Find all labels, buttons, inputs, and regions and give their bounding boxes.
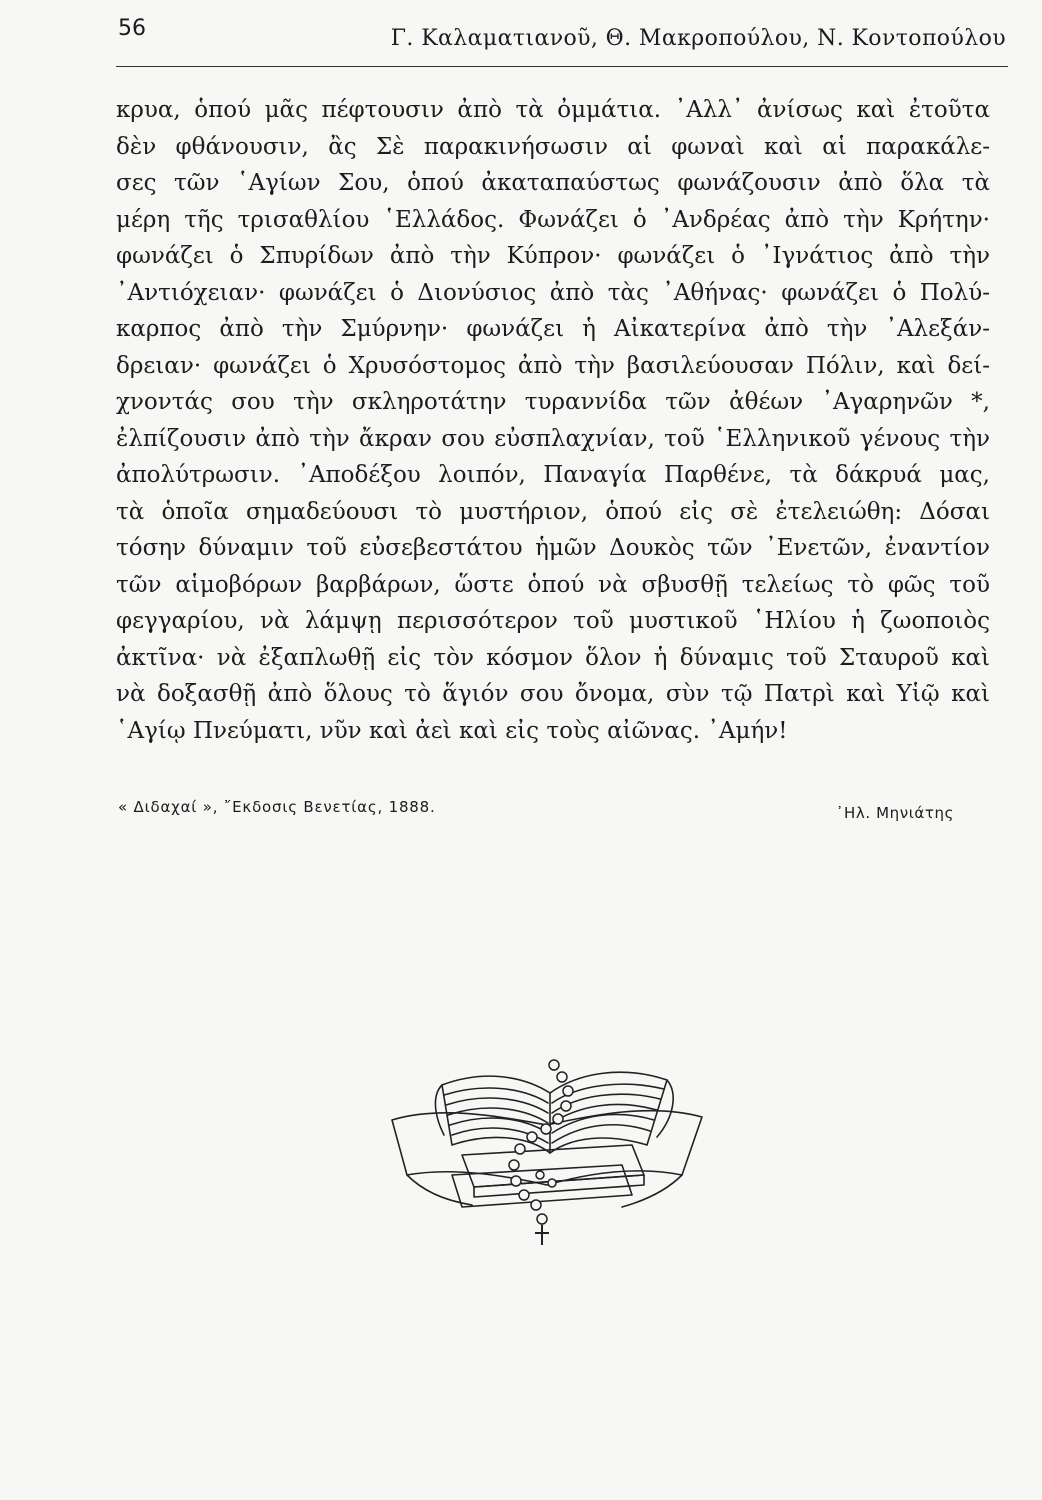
text-line: τόσην δύναμιν τοῦ εὐσεβεστάτου ἡμῶν Δουκὸς τῶν ᾽Ενετῶν, ἐναντίον [116, 535, 990, 561]
text-line: ἀκτῖνα· νὰ ἐξαπλωθῇ εἰς τὸν κόσμον ὅλον ἡ δύναμις τοῦ Σταυροῦ καὶ [116, 644, 990, 671]
text-line: τὰ ὁποῖα σημαδεύουσι τὸ μυστήριον, ὁπού εἰς σὲ ἐτελειώθη: Δόσαι [116, 498, 990, 525]
text-line: χνοντάς σου τὴν σκληροτάτην τυραννίδα τῶν ἀθέων ᾽Αγαρηνῶν *, [116, 389, 990, 415]
running-header-title: Γ. Καλαματιανοῦ, Θ. Μακροπούλου, Ν. Κοντοπούλου [390, 26, 1006, 51]
text-line: δρειαν· φωνάζει ὁ Χρυσόστομος ἀπὸ τὴν βασιλεύουσαν Πόλιν, καὶ δεί- [116, 352, 990, 379]
text-line: καρπος ἀπὸ τὴν Σμύρνην· φωνάζει ἡ Αἰκατερίνα ἀπὸ τὴν ᾽Αλεξάν- [116, 316, 990, 342]
text-line: ἐλπίζουσιν ἀπὸ τὴν ἄκραν σου εὐσπλαχνίαν, τοῦ ῾Ελληνικοῦ γένους τὴν [116, 425, 990, 452]
text-line: σες τῶν ῾Αγίων Σου, ὁπού ἀκαταπαύστως φωνάζουσιν ἀπὸ ὅλα τὰ [116, 170, 990, 196]
text-line: φωνάζει ὁ Σπυρίδων ἀπὸ τὴν Κύπρον· φωνάζει ὁ ᾽Ιγνάτιος ἀπὸ τὴν [116, 243, 990, 269]
text-line: ᾽Αντιόχειαν· φωνάζει ὁ Διονύσιος ἀπὸ τὰς ᾽Αθήνας· φωνάζει ὁ Πολύ- [116, 279, 990, 306]
text-line: φεγγαρίου, νὰ λάμψῃ περισσότερον τοῦ μυστικοῦ ῾Ηλίου ἡ ζωοποιὸς [116, 608, 990, 634]
header-divider [116, 66, 1008, 67]
text-line: κρυα, ὁπού μᾶς πέφτουσιν ἀπὸ τὰ ὀμμάτια. ᾽Αλλ᾽ ἀνίσως καὶ ἐτοῦτα [116, 97, 990, 123]
source-citation: « Διδαχαί », ῎Εκδοσις Βενετίας, 1888. [118, 798, 436, 816]
page-number: 56 [118, 16, 146, 41]
body-text [116, 92, 990, 749]
text-line: μέρη τῆς τρισαθλίου ῾Ελλάδος. Φωνάζει ὁ ᾽Ανδρέας ἀπὸ τὴν Κρήτην· [116, 206, 990, 233]
text-line: ἀπολύτρωσιν. ᾽Αποδέξου λοιπόν, Παναγία Παρθένε, τὰ δάκρυά μας, [116, 462, 990, 488]
text-line: τῶν αἱμοβόρων βαρβάρων, ὥστε ὁπού νὰ σβυσθῇ τελείως τὸ φῶς τοῦ [116, 571, 990, 598]
text-line: δὲν φθάνουσιν, ἂς Σὲ παρακινήσωσιν αἱ φωναὶ καὶ αἱ παρακάλε- [116, 133, 990, 160]
open-book-with-rosary-icon [382, 1025, 712, 1250]
text-line: ῾Αγίῳ Πνεύματι, νῦν καὶ ἀεὶ καὶ εἰς τοὺς αἰῶνας. ᾽Αμήν! [116, 717, 788, 744]
author-signature: ᾽Ηλ. Μηνιάτης [835, 804, 954, 822]
text-line: νὰ δοξασθῇ ἀπὸ ὅλους τὸ ἅγιόν σου ὄνομα, σὺν τῷ Πατρὶ καὶ Υἱῷ καὶ [116, 681, 990, 707]
